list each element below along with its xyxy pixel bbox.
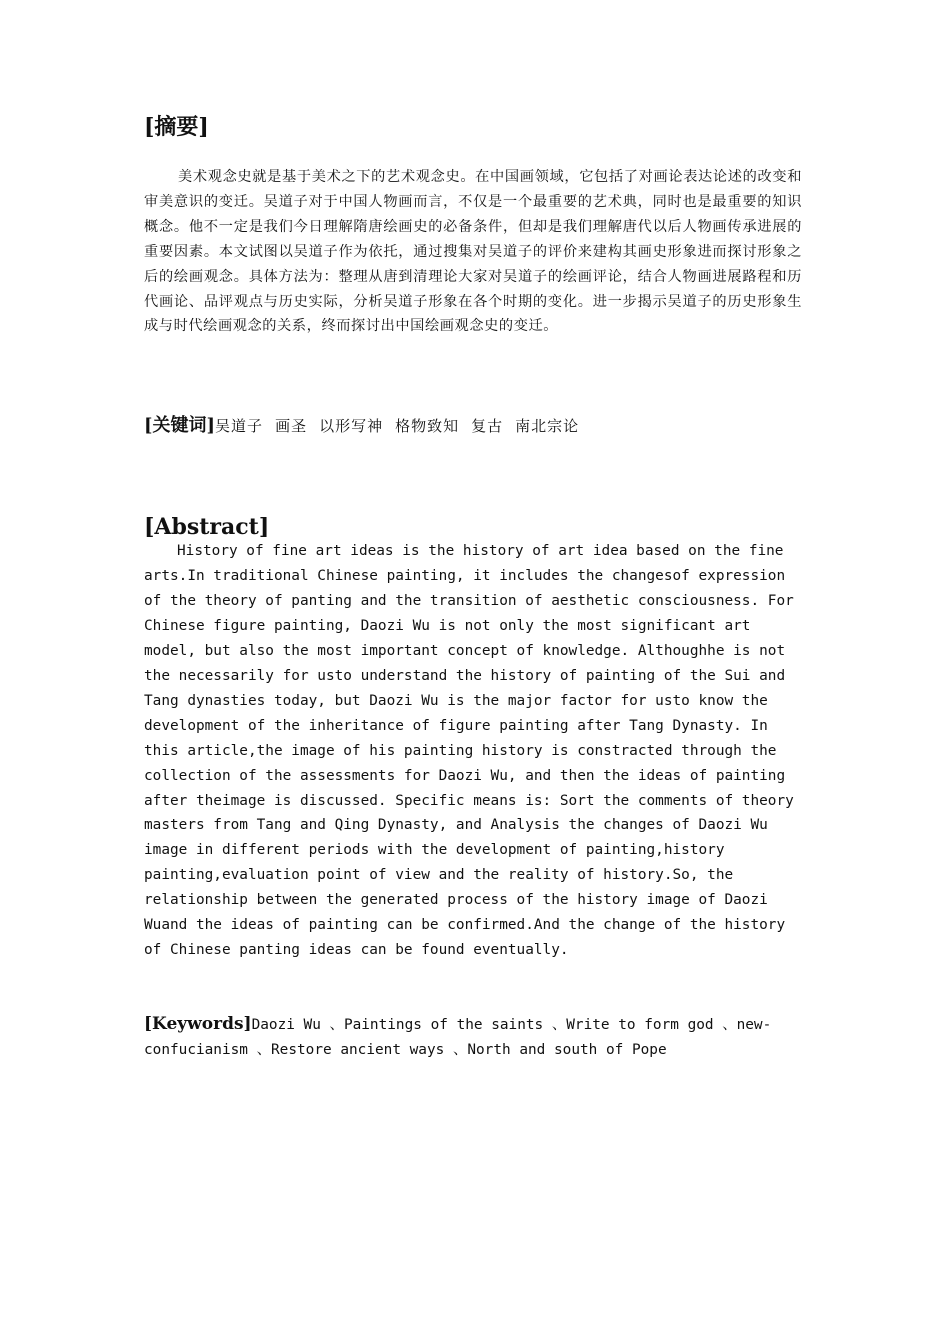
- keyword-zh-item: 画圣: [275, 417, 308, 435]
- abstract-en-body: History of fine art ideas is the history of art idea based on the fine arts.In traditional Chinese painting, it includes the changesof expression of the theory of panting and the transition of aesthetic consciousness. For Chinese figure painting, Daozi Wu is not only the most significant art model, but also the most important concept of knowledge. Althoughhe is not the necessarily for usto understand the history of painting of the Sui and Tang dynasties today, but Daozi Wu is the major factor for usto know the development of the inheritance of figure painting after Tang Dynasty. In this article,the image of his painting history is constracted through the collection of the assessments for Daozi Wu, and then the ideas of painting after theimage is discussed. Specific means is: Sort the comments of theory masters from Tang and Qing Dynasty, and Analysis the changes of Daozi Wu image in different periods with the development of painting,history painting,evaluation point of view and the reality of history.So, the relationship between the generated process of the history image of Daozi Wuand the ideas of painting can be confirmed.And the change of the history of Chinese panting ideas can be found eventually.: [144, 543, 794, 959]
- keyword-zh-item: 复古: [471, 417, 504, 435]
- keywords-zh-label: [关键词]: [144, 415, 216, 436]
- keywords-en-text: Daozi Wu 、Paintings of the saints 、Write to form god 、new-confucianism 、Restore ancient ways 、North and south of Pope: [144, 1017, 772, 1058]
- keyword-zh-item: 南北宗论: [515, 417, 580, 435]
- keywords-en: [144, 1012, 804, 1063]
- abstract-zh-body: 美术观念史就是基于美术之下的艺术观念史。在中国画领域，它包括了对画论表达论述的改变和审美意识的变迁。吴道子对于中国人物画而言，不仅是一个最重要的艺术典，同时也是最重要的知识概念。他不一定是我们今日理解隋唐绘画史的必备条件，但却是我们理解唐代以后人物画传承进展的重要因素。本文试图以吴道子作为依托，通过搜集对吴道子的评价来建构其画史形象进而探讨形象之后的绘画观念。具体方法为：整理从唐到清理论大家对吴道子的绘画评论，结合人物画进展路程和历代画论、品评观点与历史实际，分析吴道子形象在各个时期的变化。进一步揭示吴道子的历史形象生成与时代绘画观念的关系，终而探讨出中国绘画观念史的变迁。: [144, 169, 802, 335]
- keywords-en-label: [Keywords]: [144, 1014, 252, 1034]
- keyword-zh-item: 以形写神: [319, 417, 384, 435]
- keyword-zh-item: 格物致知: [395, 417, 460, 435]
- keywords-zh: [144, 413, 591, 439]
- abstract-en-heading: [Abstract]: [144, 514, 270, 540]
- abstract-zh-heading: [摘要]: [144, 114, 209, 140]
- keyword-zh-item: 吴道子: [215, 417, 264, 435]
